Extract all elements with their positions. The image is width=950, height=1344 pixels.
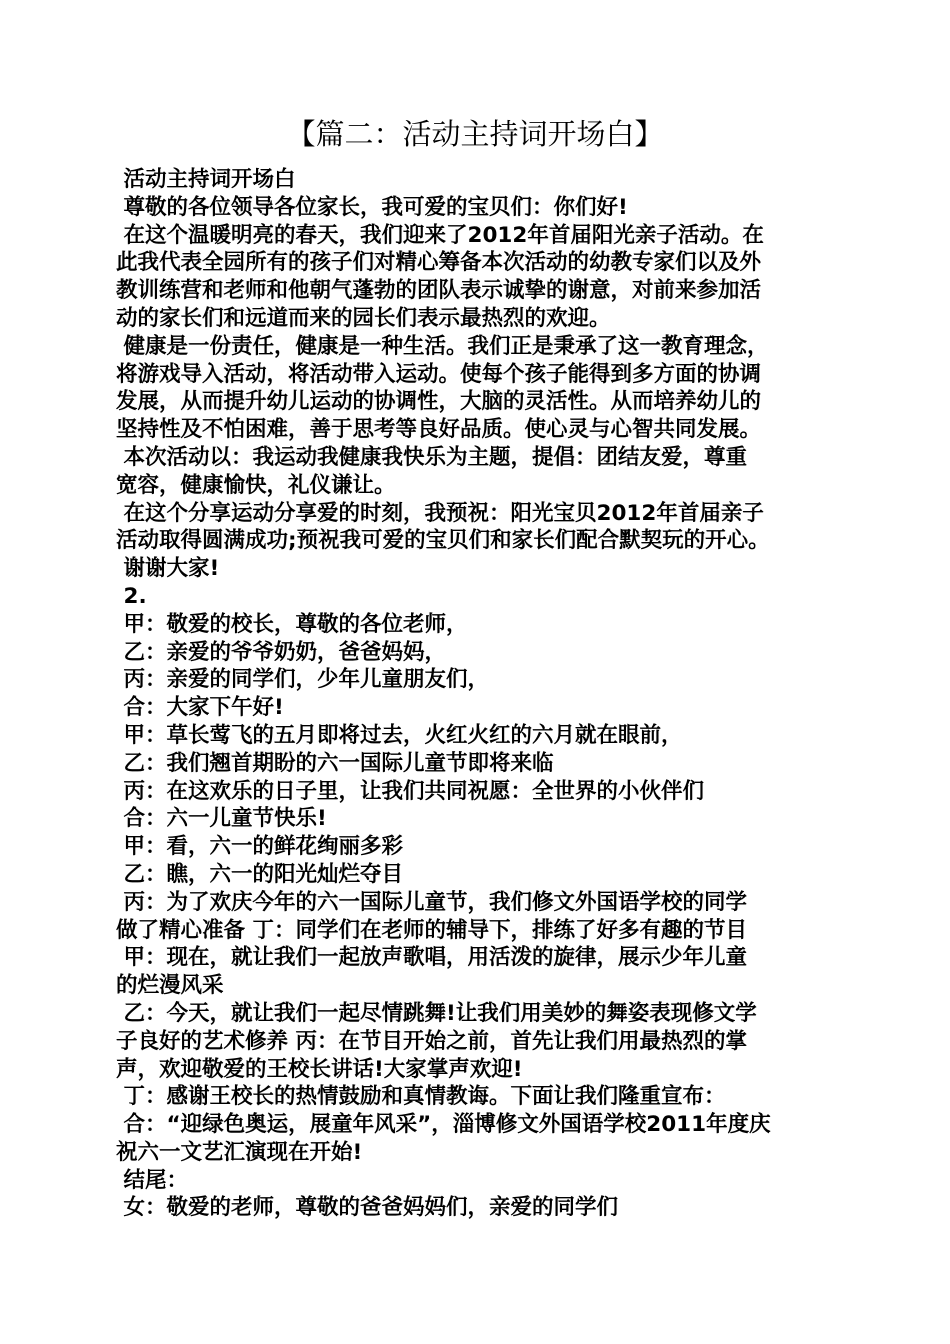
- text-line: 乙：我们翘首期盼的六一国际儿童节即将来临: [116, 750, 554, 776]
- text-line: 发展，从而提升幼儿运动的协调性，大脑的灵活性。从而培养幼儿的: [116, 389, 762, 415]
- text-line: 在这个温暖明亮的春天，我们迎来了2012年首届阳光亲子活动。在: [116, 222, 764, 248]
- text-line: 丙：亲爱的同学们，少年儿童朋友们，: [116, 667, 489, 693]
- document-title: 【篇二：活动主持词开场白】: [286, 117, 664, 151]
- text-line: 女：敬爱的老师，尊敬的爸爸妈妈们，亲爱的同学们: [116, 1195, 618, 1221]
- text-line: 合：六一儿童节快乐!: [116, 806, 327, 832]
- text-line: 2.: [116, 583, 147, 609]
- text-line: 做了精心准备 丁：同学们在老师的辅导下，排练了好多有趣的节目: [116, 917, 747, 943]
- text-line: 合：大家下午好!: [116, 695, 284, 721]
- text-line: 丁：感谢王校长的热情鼓励和真情教诲。下面让我们隆重宣布：: [116, 1084, 726, 1110]
- text-line: 教训练营和老师和他朝气蓬勃的团队表示诚挚的谢意，对前来参加活: [116, 278, 762, 304]
- text-line: 甲：现在，就让我们一起放声歌唱，用活泼的旋律，展示少年儿童: [116, 945, 747, 971]
- text-line: 在这个分享运动分享爱的时刻，我预祝：阳光宝贝2012年首届亲子: [116, 500, 764, 526]
- document-body: [116, 166, 841, 1222]
- text-line: 动的家长们和远道而来的园长们表示最热烈的欢迎。: [116, 305, 611, 331]
- text-line: 尊敬的各位领导各位家长，我可爱的宝贝们：你们好!: [116, 194, 628, 220]
- text-line: 甲：看，六一的鲜花绚丽多彩: [116, 834, 403, 860]
- text-line: 乙：瞧，六一的阳光灿烂夺目: [116, 861, 403, 887]
- text-line: 乙：今天，就让我们一起尽情跳舞!让我们用美妙的舞姿表现修文学: [116, 1000, 757, 1026]
- text-line: 祝六一文艺汇演现在开始!: [116, 1139, 363, 1165]
- text-line: 此我代表全园所有的孩子们对精心筹备本次活动的幼教专家们以及外: [116, 250, 762, 276]
- text-line: 甲：敬爱的校长，尊敬的各位老师，: [116, 611, 468, 637]
- text-line: 健康是一份责任，健康是一种生活。我们正是秉承了这一教育理念，: [116, 333, 769, 359]
- text-line: 甲：草长莺飞的五月即将过去，火红火红的六月就在眼前，: [116, 722, 683, 748]
- text-line: 合：“迎绿色奥运，展童年风采”，淄博修文外国语学校2011年度庆: [116, 1112, 771, 1138]
- text-line: 声，欢迎敬爱的王校长讲话!大家掌声欢迎!: [116, 1056, 523, 1082]
- text-line: 的烂漫风采: [116, 973, 224, 999]
- text-line: 将游戏导入活动，将活动带入运动。使每个孩子能得到多方面的协调: [116, 361, 762, 387]
- text-line: 活动取得圆满成功;预祝我可爱的宝贝们和家长们配合默契玩的开心。: [116, 528, 770, 554]
- text-line: 丙：在这欢乐的日子里，让我们共同祝愿：全世界的小伙伴们: [116, 778, 704, 804]
- text-line: 本次活动以：我运动我健康我快乐为主题，提倡：团结友爱，尊重: [116, 444, 747, 470]
- text-line: 子良好的艺术修养 丙：在节目开始之前，首先让我们用最热烈的掌: [116, 1028, 747, 1054]
- text-line: 宽容，健康愉快，礼仪谦让。: [116, 472, 396, 498]
- text-line: 乙：亲爱的爷爷奶奶，爸爸妈妈，: [116, 639, 446, 665]
- text-line: 丙：为了欢庆今年的六一国际儿童节，我们修文外国语学校的同学: [116, 889, 747, 915]
- text-line: 谢谢大家!: [116, 556, 220, 582]
- text-line: 活动主持词开场白: [116, 167, 296, 192]
- text-line: 结尾：: [116, 1167, 188, 1193]
- text-line: 坚持性及不怕困难，善于思考等良好品质。使心灵与心智共同发展。: [116, 417, 762, 443]
